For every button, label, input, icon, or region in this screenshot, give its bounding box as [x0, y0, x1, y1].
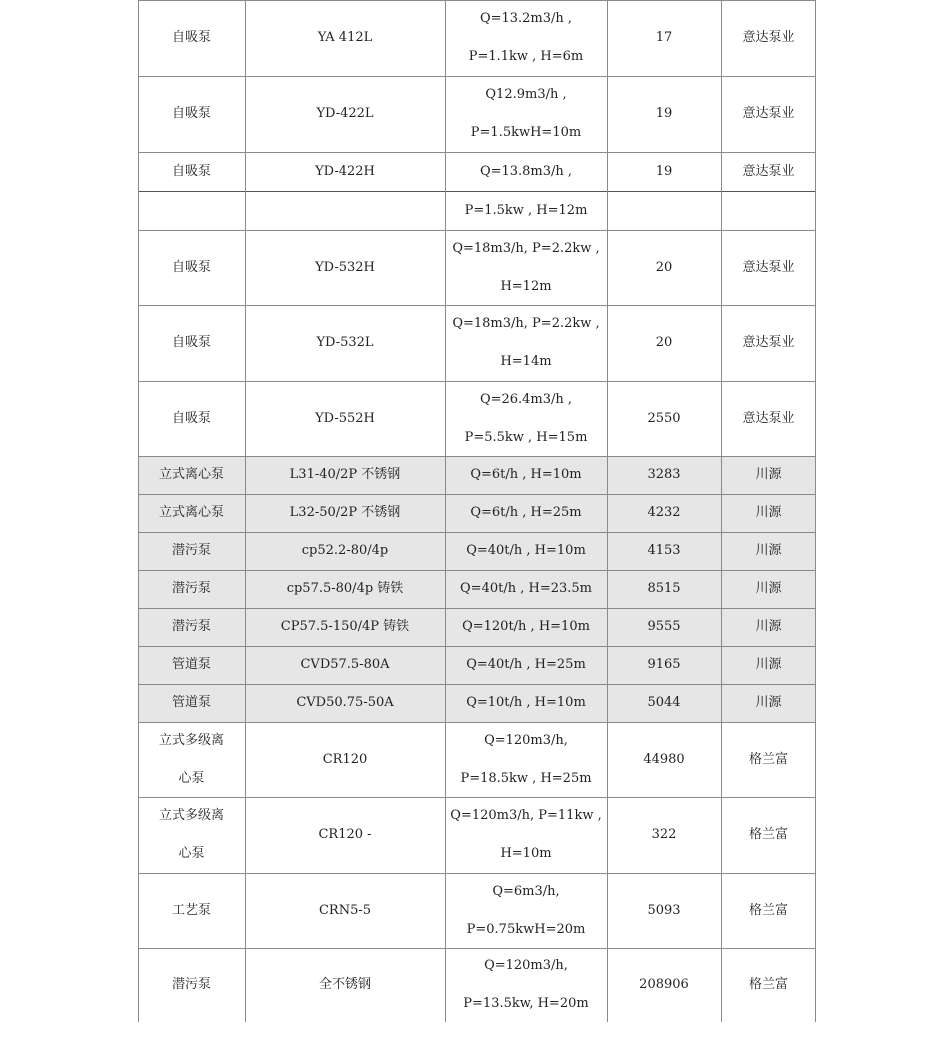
cell-text: 19	[655, 163, 673, 179]
cell-text: YD-532H	[315, 259, 375, 275]
cell-text: YD-422L	[316, 106, 374, 121]
pump-model-cell	[245, 797, 445, 873]
cell-text-line: Q=10t/h , H=10m	[466, 695, 586, 710]
pump-price-cell	[607, 873, 721, 948]
pump-name-cell	[138, 230, 245, 305]
pump-name-cell	[138, 722, 245, 797]
pump-spec-cell	[445, 797, 607, 873]
table-row	[138, 381, 816, 456]
pump-spec-cell	[445, 873, 607, 948]
table-row	[138, 722, 816, 797]
pump-brand-cell	[721, 646, 816, 684]
cell-text-line: Q=40t/h , H=23.5m	[460, 581, 592, 596]
pump-spec-cell	[445, 684, 607, 722]
cell-text-line: Q12.9m3/h ,	[485, 87, 567, 102]
pump-model-cell	[245, 76, 445, 152]
pump-model-cell	[245, 873, 445, 948]
pump-model-cell	[245, 494, 445, 532]
pump-name-cell	[138, 305, 245, 381]
pump-name-cell	[138, 948, 245, 1022]
pump-name-cell	[138, 494, 245, 532]
cell-text-line: H=10m	[500, 846, 552, 861]
table-row-divider	[138, 873, 816, 874]
cell-text: 意达泵业	[742, 106, 795, 121]
cell-text: 立式离心泵	[158, 467, 224, 482]
cell-text-line: 立式多级离	[158, 732, 224, 748]
pump-price-cell	[607, 456, 721, 494]
pump-spec-cell	[445, 948, 607, 1022]
cell-text: L32-50/2P 不锈钢	[289, 505, 401, 520]
pump-price-cell	[607, 532, 721, 570]
cell-text-line: P=1.5kw , H=12m	[464, 202, 588, 218]
pump-brand-cell	[721, 608, 816, 646]
cell-text-line: Q=120m3/h,	[484, 958, 568, 973]
table-column-divider	[721, 0, 722, 1022]
table-row-divider	[138, 646, 816, 647]
table-row-divider	[138, 494, 816, 495]
pump-price-cell	[607, 797, 721, 873]
cell-text: 20	[655, 259, 673, 275]
cell-text: 川源	[755, 657, 782, 672]
cell-text: 格兰富	[748, 827, 788, 842]
cell-text-line: 心泵	[178, 770, 205, 786]
table-column-divider	[445, 0, 446, 1022]
pump-brand-cell	[721, 532, 816, 570]
cell-text: 自吸泵	[171, 259, 211, 275]
cell-text: 潜污泵	[171, 543, 211, 558]
pump-price-cell	[607, 381, 721, 456]
cell-text: 立式离心泵	[158, 505, 224, 520]
cell-text-line: H=14m	[500, 354, 552, 369]
table-row	[138, 305, 816, 381]
cell-text: 自吸泵	[171, 30, 211, 45]
pump-name-cell	[138, 608, 245, 646]
pump-name-cell	[138, 646, 245, 684]
table-row-divider	[138, 230, 816, 231]
cell-text-line: Q=120t/h , H=10m	[462, 619, 590, 634]
table-column-divider	[245, 0, 246, 1022]
cell-text-line: Q=26.4m3/h ,	[479, 391, 573, 407]
pump-model-cell	[245, 948, 445, 1022]
table-row-divider	[138, 456, 816, 457]
pump-price-cell	[607, 494, 721, 532]
table-row	[138, 230, 816, 305]
table-row	[138, 76, 816, 152]
pump-spec-cell	[445, 608, 607, 646]
table-row-divider	[138, 76, 816, 77]
pump-spec-cell	[445, 532, 607, 570]
table-row-divider	[138, 608, 816, 609]
pump-spec-cell	[445, 646, 607, 684]
pump-model-cell	[245, 646, 445, 684]
cell-text: 44980	[643, 751, 685, 767]
cell-text-line: 立式多级离	[158, 808, 224, 823]
cell-text: 322	[651, 827, 677, 842]
table-row	[138, 532, 816, 570]
pump-model-cell	[245, 230, 445, 305]
cell-text: YD-532L	[316, 335, 374, 350]
pump-brand-cell	[721, 456, 816, 494]
cell-text: 5044	[647, 695, 681, 710]
pump-spec-cell	[445, 152, 607, 191]
table-row	[138, 570, 816, 608]
pump-brand-cell	[721, 797, 816, 873]
cell-text: 208906	[639, 977, 689, 992]
cell-text-line: Q=18m3/h, P=2.2kw ,	[452, 240, 600, 256]
cell-text-line: Q=40t/h , H=25m	[466, 657, 586, 672]
table-row	[138, 456, 816, 494]
cell-text: CR120 -	[318, 827, 372, 842]
table-row	[138, 494, 816, 532]
cell-text: 全不锈钢	[318, 977, 371, 992]
pump-price-cell	[607, 305, 721, 381]
cell-text: 4232	[647, 505, 681, 520]
cell-text: CP57.5-150/4P 铸铁	[280, 619, 410, 634]
pump-price-cell	[607, 570, 721, 608]
pump-price-cell	[607, 152, 721, 191]
cell-text: cp57.5-80/4p 铸铁	[286, 581, 404, 596]
pump-brand-cell	[721, 305, 816, 381]
cell-text: 格兰富	[748, 977, 788, 992]
table-row-divider	[138, 948, 816, 949]
cell-text-line: P=1.1kw , H=6m	[468, 49, 584, 64]
cell-text: 17	[655, 30, 673, 45]
pump-brand-cell	[721, 494, 816, 532]
cell-text: 意达泵业	[742, 335, 795, 350]
cell-text: 2550	[647, 410, 681, 426]
cell-text-line: 心泵	[178, 846, 205, 861]
pump-brand-cell	[721, 191, 816, 230]
cell-text-line: Q=13.8m3/h ,	[479, 163, 573, 179]
pump-spec-cell	[445, 76, 607, 152]
pump-model-cell	[245, 532, 445, 570]
pump-price-cell	[607, 76, 721, 152]
cell-text: 意达泵业	[742, 163, 795, 179]
cell-text: CRN5-5	[318, 902, 372, 918]
table-row	[138, 684, 816, 722]
cell-text: 意达泵业	[742, 259, 795, 275]
cell-text: 8515	[647, 581, 681, 596]
table-row-divider	[138, 532, 816, 533]
cell-text: 5093	[647, 902, 681, 918]
cell-text: YD-552H	[315, 410, 375, 426]
cell-text-line: P=13.5kw, H=20m	[463, 996, 589, 1011]
cell-text: 4153	[647, 543, 681, 558]
cell-text-line: P=1.5kwH=10m	[470, 125, 582, 140]
cell-text: 自吸泵	[171, 410, 211, 426]
cell-text-line: Q=120m3/h, P=11kw ,	[450, 808, 602, 823]
cell-text-line: Q=18m3/h, P=2.2kw ,	[452, 316, 600, 331]
pump-model-cell	[245, 684, 445, 722]
pump-brand-cell	[721, 76, 816, 152]
pump-name-cell	[138, 0, 245, 76]
cell-text: 管道泵	[171, 657, 211, 672]
pump-name-cell	[138, 532, 245, 570]
pump-price-cell	[607, 608, 721, 646]
table-row-divider	[138, 191, 816, 192]
pump-model-cell	[245, 608, 445, 646]
cell-text: L31-40/2P 不锈钢	[289, 467, 401, 482]
pump-spec-cell	[445, 570, 607, 608]
cell-text: 管道泵	[171, 695, 211, 710]
table-row	[138, 0, 816, 76]
pump-spec-cell	[445, 494, 607, 532]
pump-price-cell	[607, 646, 721, 684]
cell-text: 潜污泵	[171, 581, 211, 596]
table-row-divider	[138, 570, 816, 571]
cell-text: CVD50.75-50A	[296, 695, 394, 710]
pump-brand-cell	[721, 152, 816, 191]
pump-name-cell	[138, 456, 245, 494]
table-row	[138, 608, 816, 646]
pump-spec-cell	[445, 456, 607, 494]
cell-text: 川源	[755, 505, 782, 520]
cell-text: 自吸泵	[171, 335, 211, 350]
pump-name-cell	[138, 76, 245, 152]
cell-text: cp52.2-80/4p	[301, 543, 389, 558]
pump-spec-cell	[445, 722, 607, 797]
table-row	[138, 191, 816, 230]
cell-text: 19	[655, 106, 673, 121]
cell-text: 工艺泵	[171, 902, 211, 918]
cell-text: 格兰富	[748, 751, 788, 767]
pump-price-cell	[607, 684, 721, 722]
cell-text: 3283	[647, 467, 681, 482]
table-row-divider	[138, 0, 816, 1]
cell-text-line: Q=6t/h , H=10m	[470, 467, 582, 482]
pump-model-cell	[245, 456, 445, 494]
pump-price-cell	[607, 0, 721, 76]
pump-price-cell	[607, 191, 721, 230]
table-column-divider	[138, 0, 139, 1022]
table-row	[138, 797, 816, 873]
cell-text: 潜污泵	[171, 977, 211, 992]
cell-text: 意达泵业	[742, 30, 795, 45]
cell-text: 意达泵业	[742, 410, 795, 426]
pump-model-cell	[245, 570, 445, 608]
pump-spec-cell	[445, 0, 607, 76]
cell-text-line: Q=13.2m3/h ,	[479, 11, 573, 26]
cell-text: 20	[655, 335, 673, 350]
pump-price-cell	[607, 948, 721, 1022]
cell-text-line: P=18.5kw , H=25m	[460, 770, 592, 786]
table-row	[138, 948, 816, 1022]
cell-text-line: P=5.5kw , H=15m	[464, 429, 588, 445]
table-column-divider	[607, 0, 608, 1022]
pump-price-cell	[607, 722, 721, 797]
pump-name-cell	[138, 191, 245, 230]
cell-text-line: Q=6t/h , H=25m	[470, 505, 582, 520]
cell-text: 川源	[755, 619, 782, 634]
pump-name-cell	[138, 570, 245, 608]
pump-brand-cell	[721, 230, 816, 305]
pump-model-cell	[245, 0, 445, 76]
cell-text: 自吸泵	[171, 106, 211, 121]
cell-text: 9555	[647, 619, 681, 634]
pump-spec-cell	[445, 305, 607, 381]
table-row-divider	[138, 684, 816, 685]
table-row-divider	[138, 152, 816, 153]
cell-text: 格兰富	[748, 902, 788, 918]
pump-brand-cell	[721, 873, 816, 948]
pump-brand-cell	[721, 684, 816, 722]
cell-text-line: H=12m	[500, 278, 552, 294]
pump-model-cell	[245, 191, 445, 230]
cell-text: 川源	[755, 581, 782, 596]
pump-name-cell	[138, 381, 245, 456]
table-row	[138, 152, 816, 191]
cell-text: YD-422H	[315, 163, 375, 179]
table-row	[138, 873, 816, 948]
cell-text: 潜污泵	[171, 619, 211, 634]
cell-text: 川源	[755, 695, 782, 710]
table-row-divider	[138, 305, 816, 306]
cell-text: 9165	[647, 657, 681, 672]
pump-name-cell	[138, 873, 245, 948]
table-column-divider	[815, 0, 816, 1022]
pump-spec-cell	[445, 381, 607, 456]
pump-name-cell	[138, 684, 245, 722]
pump-spec-cell	[445, 230, 607, 305]
pump-name-cell	[138, 797, 245, 873]
table-row-divider	[138, 381, 816, 382]
pump-brand-cell	[721, 0, 816, 76]
cell-text-line: Q=120m3/h,	[484, 732, 568, 748]
pump-spec-cell	[445, 191, 607, 230]
pump-name-cell	[138, 152, 245, 191]
cell-text-line: P=0.75kwH=20m	[466, 921, 586, 937]
pump-brand-cell	[721, 570, 816, 608]
cell-text: 川源	[755, 467, 782, 482]
pump-model-cell	[245, 722, 445, 797]
cell-text: CR120	[322, 751, 368, 767]
pump-model-cell	[245, 152, 445, 191]
pump-price-cell	[607, 230, 721, 305]
cell-text-line: Q=40t/h , H=10m	[466, 543, 586, 558]
pump-brand-cell	[721, 381, 816, 456]
pump-model-cell	[245, 305, 445, 381]
cell-text: 川源	[755, 543, 782, 558]
cell-text: YA 412L	[317, 30, 373, 45]
pump-model-cell	[245, 381, 445, 456]
cell-text-line: Q=6m3/h,	[492, 883, 560, 899]
cell-text: 自吸泵	[171, 163, 211, 179]
table-row	[138, 646, 816, 684]
cell-text: CVD57.5-80A	[300, 657, 390, 672]
pump-brand-cell	[721, 722, 816, 797]
table-row-divider	[138, 797, 816, 798]
table-row-divider	[138, 722, 816, 723]
pump-brand-cell	[721, 948, 816, 1022]
